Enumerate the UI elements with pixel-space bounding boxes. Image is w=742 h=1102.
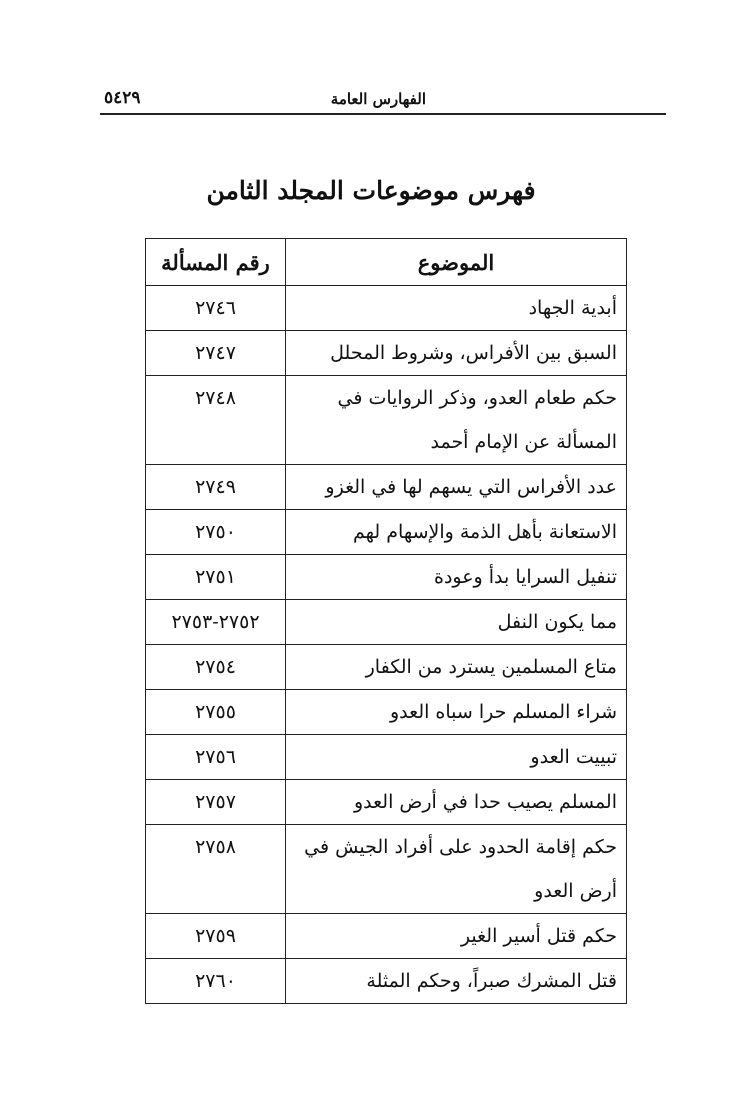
column-header-topic: الموضوع bbox=[286, 239, 627, 286]
issue-number-cell: ٢٧٤٨ bbox=[146, 376, 286, 465]
topic-cell: حكم قتل أسير الغير bbox=[286, 914, 627, 959]
table-row bbox=[146, 555, 627, 600]
topic-cell: الاستعانة بأهل الذمة والإسهام لهم bbox=[286, 510, 627, 555]
table-row bbox=[146, 600, 627, 645]
issue-number-cell: ٢٧٥٨ bbox=[146, 825, 286, 914]
table-row bbox=[146, 914, 627, 959]
issue-number-cell: ٢٧٥٢-٢٧٥٣ bbox=[146, 600, 286, 645]
index-title: فهرس موضوعات المجلد الثامن bbox=[206, 176, 536, 205]
table-header-row bbox=[146, 239, 627, 286]
issue-number-cell: ٢٧٥٥ bbox=[146, 690, 286, 735]
issue-number-cell: ٢٧٥٦ bbox=[146, 735, 286, 780]
table-row bbox=[146, 331, 627, 376]
table-row bbox=[146, 645, 627, 690]
issue-number-cell: ٢٧٥١ bbox=[146, 555, 286, 600]
table-row bbox=[146, 465, 627, 510]
page-header bbox=[100, 84, 666, 114]
table-row bbox=[146, 735, 627, 780]
issue-number-cell: ٢٧٤٩ bbox=[146, 465, 286, 510]
index-table bbox=[145, 238, 627, 1004]
table-row bbox=[146, 510, 627, 555]
column-header-issue-number: رقم المسألة bbox=[146, 239, 286, 286]
table-row bbox=[146, 780, 627, 825]
running-title: الفهارس العامة bbox=[330, 90, 426, 108]
table-row bbox=[146, 286, 627, 331]
topic-cell: تبييت العدو bbox=[286, 735, 627, 780]
topic-cell: عدد الأفراس التي يسهم لها في الغزو bbox=[286, 465, 627, 510]
topic-cell: حكم إقامة الحدود على أفراد الجيش في أرض العدو bbox=[286, 825, 627, 914]
table-row bbox=[146, 690, 627, 735]
header-rule bbox=[100, 113, 666, 115]
topic-cell: أبدية الجهاد bbox=[286, 286, 627, 331]
issue-number-cell: ٢٧٥٤ bbox=[146, 645, 286, 690]
topic-cell: المسلم يصيب حدا في أرض العدو bbox=[286, 780, 627, 825]
topic-cell: شراء المسلم حرا سباه العدو bbox=[286, 690, 627, 735]
table-row bbox=[146, 825, 627, 914]
page-number: ٥٤٢٩ bbox=[104, 88, 141, 108]
topic-cell: متاع المسلمين يسترد من الكفار bbox=[286, 645, 627, 690]
topic-cell: تنفيل السرايا بدأ وعودة bbox=[286, 555, 627, 600]
issue-number-cell: ٢٧٦٠ bbox=[146, 959, 286, 1004]
issue-number-cell: ٢٧٤٦ bbox=[146, 286, 286, 331]
topic-cell: السبق بين الأفراس، وشروط المحلل bbox=[286, 331, 627, 376]
topic-cell: حكم طعام العدو، وذكر الروايات في المسألة عن الإمام أحمد bbox=[286, 376, 627, 465]
table-row bbox=[146, 376, 627, 465]
issue-number-cell: ٢٧٥٩ bbox=[146, 914, 286, 959]
table-row bbox=[146, 959, 627, 1004]
issue-number-cell: ٢٧٥٧ bbox=[146, 780, 286, 825]
issue-number-cell: ٢٧٥٠ bbox=[146, 510, 286, 555]
issue-number-cell: ٢٧٤٧ bbox=[146, 331, 286, 376]
topic-cell: مما يكون النفل bbox=[286, 600, 627, 645]
topic-cell: قتل المشرك صبراً، وحكم المثلة bbox=[286, 959, 627, 1004]
